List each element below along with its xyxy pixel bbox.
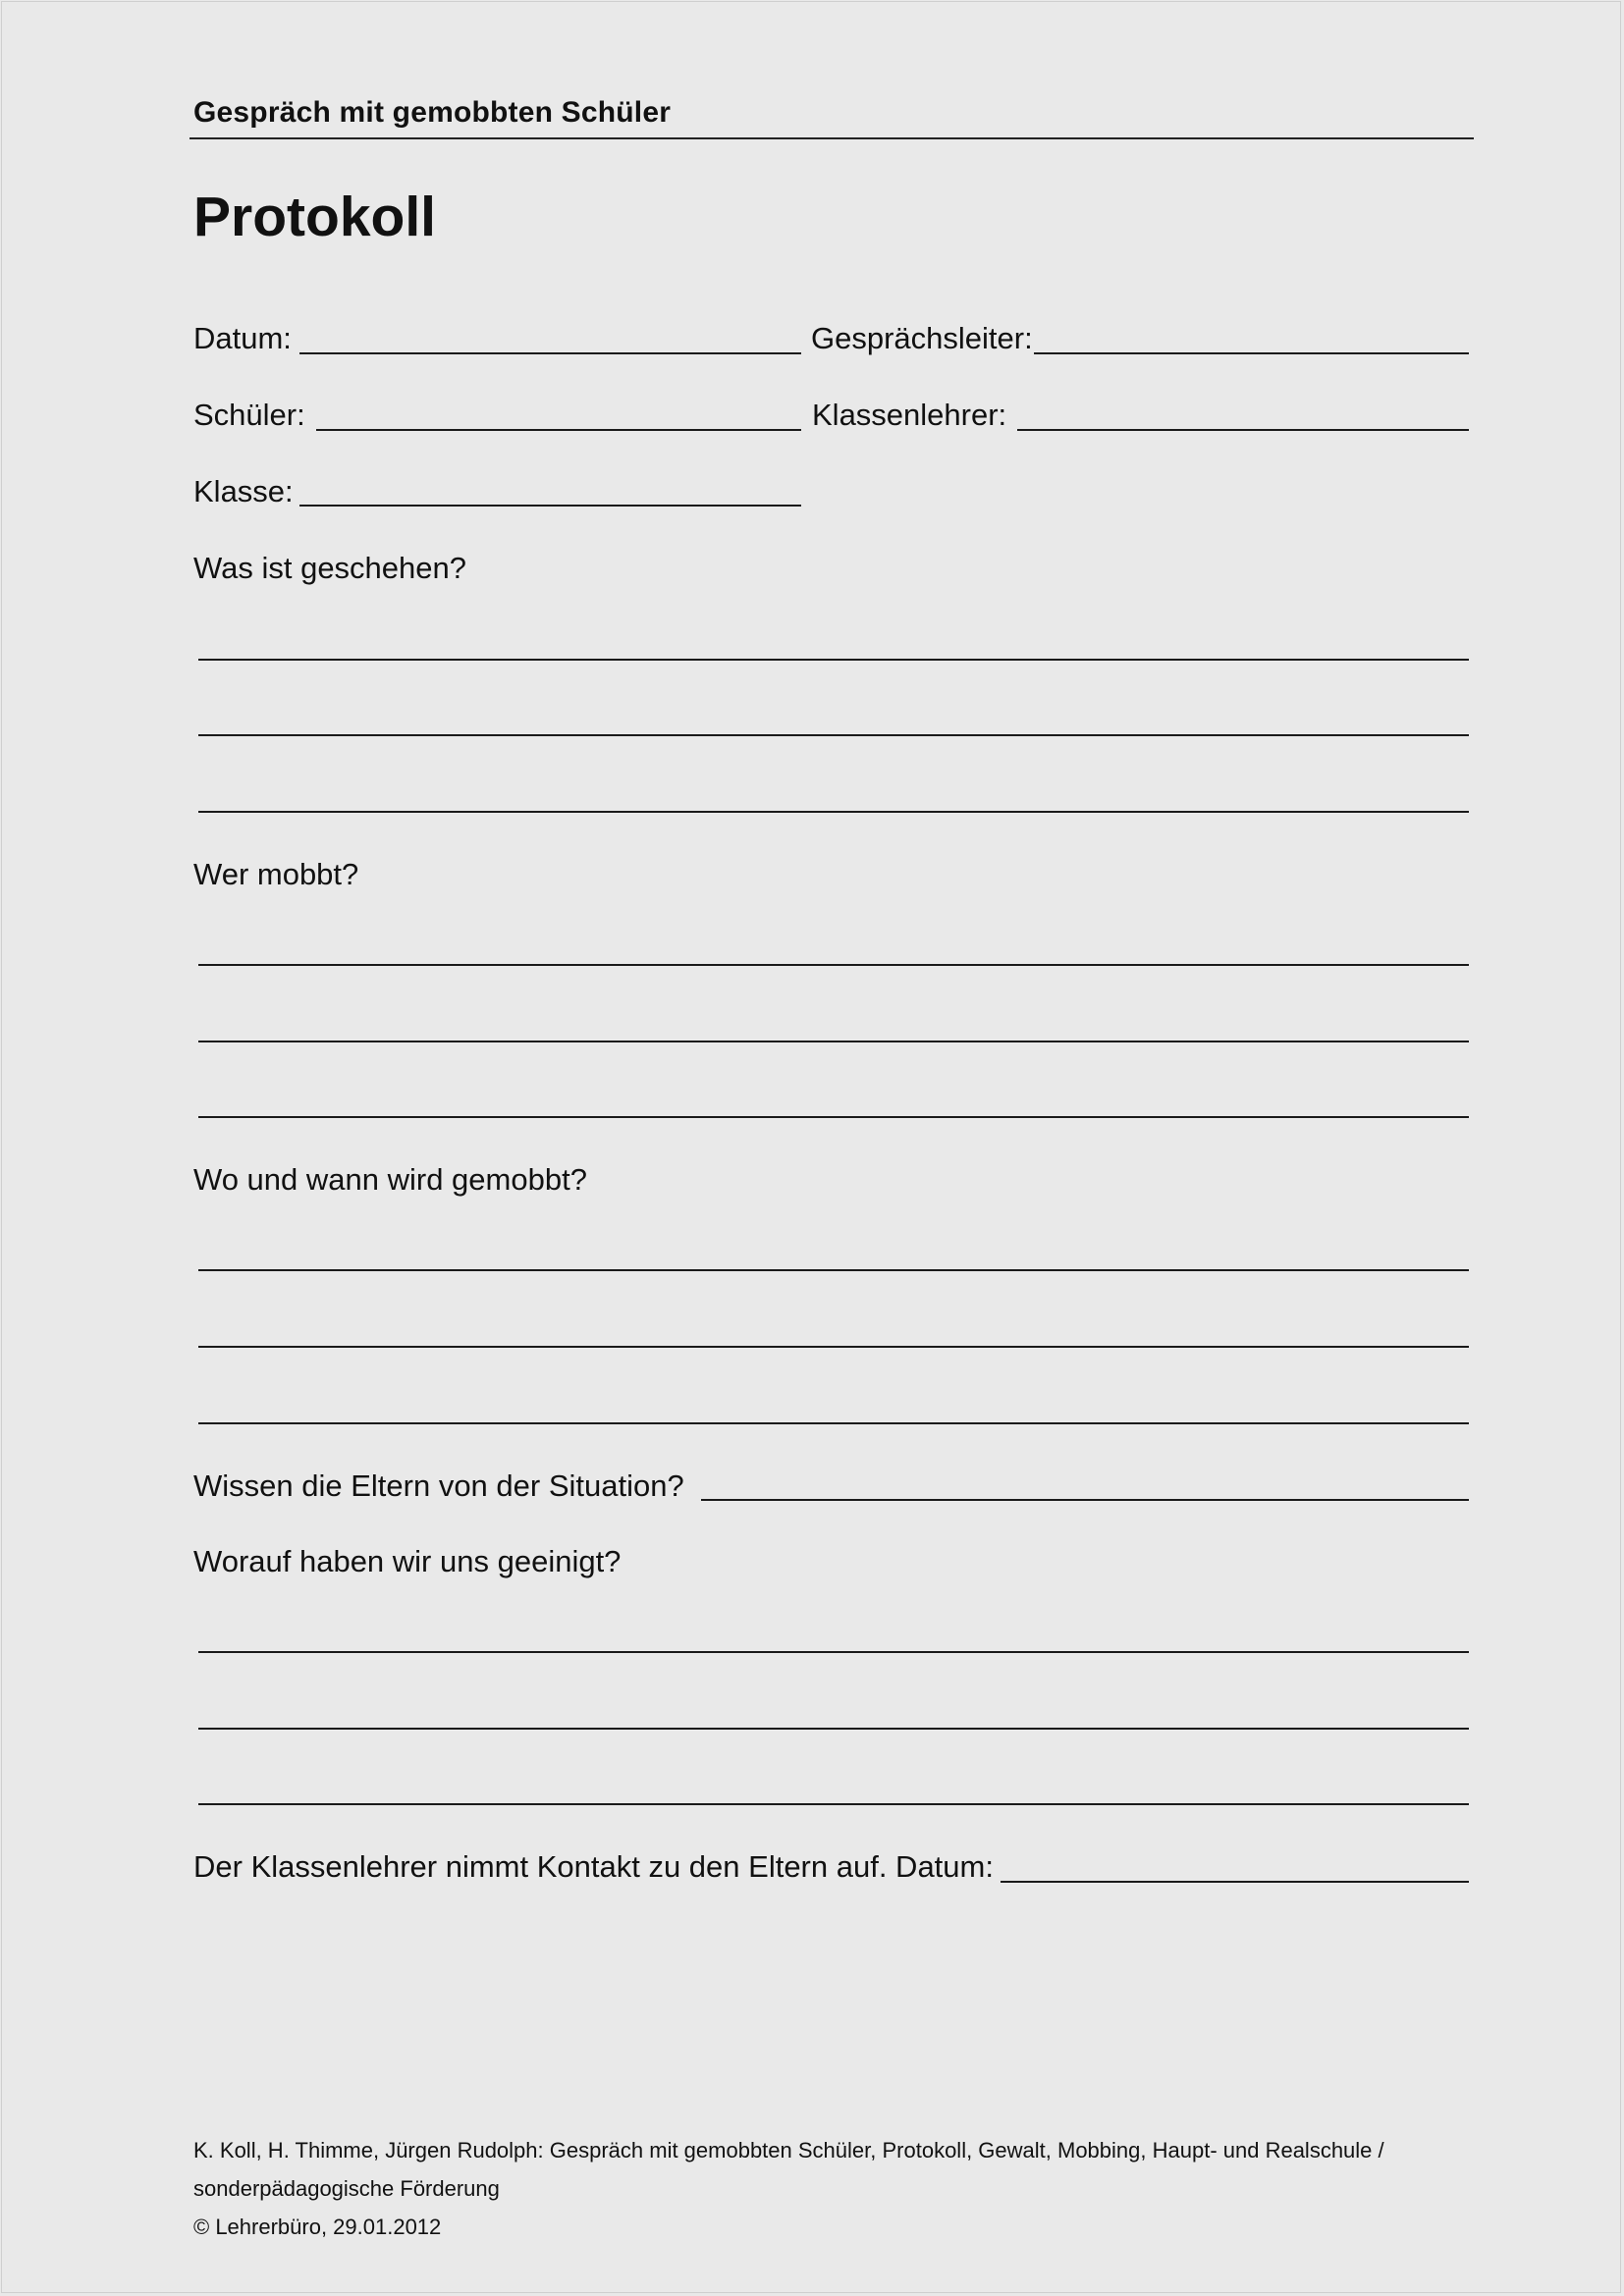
question-wer-mobbt: Wer mobbt?: [193, 857, 359, 891]
question-worauf-geeinigt: Worauf haben wir uns geeinigt?: [193, 1544, 622, 1578]
klassenlehrer-field[interactable]: [1017, 429, 1469, 431]
klassenlehrer-label: Klassenlehrer:: [812, 398, 1007, 432]
datum-field[interactable]: [299, 352, 801, 354]
answer-line[interactable]: [198, 1728, 1469, 1730]
kontakt-datum-field[interactable]: [1001, 1881, 1469, 1883]
question-was-ist-geschehen: Was ist geschehen?: [193, 551, 467, 585]
footer-citation-line1: K. Koll, H. Thimme, Jürgen Rudolph: Gespräch mit gemobbten Schüler, Protokoll, Gewalt, Mobbing, Haupt- und Realschule /: [193, 2138, 1384, 2163]
answer-line[interactable]: [198, 734, 1469, 736]
schueler-field[interactable]: [316, 429, 801, 431]
gespraechsleiter-label: Gesprächsleiter:: [811, 321, 1033, 355]
footer-citation-line2: sonderpädagogische Förderung: [193, 2176, 500, 2201]
answer-line[interactable]: [198, 659, 1469, 661]
question-wo-und-wann: Wo und wann wird gemobbt?: [193, 1162, 587, 1197]
answer-line[interactable]: [198, 1346, 1469, 1348]
header-rule: [189, 137, 1474, 139]
schueler-label: Schüler:: [193, 398, 305, 432]
answer-line[interactable]: [198, 1116, 1469, 1118]
question-kontakt-eltern-datum: Der Klassenlehrer nimmt Kontakt zu den Eltern auf. Datum:: [193, 1849, 994, 1884]
answer-line[interactable]: [198, 1803, 1469, 1805]
klasse-label: Klasse:: [193, 474, 294, 508]
answer-line[interactable]: [198, 1651, 1469, 1653]
header-subject: Gespräch mit gemobbten Schüler: [193, 96, 672, 129]
eltern-answer-field[interactable]: [701, 1499, 1469, 1501]
answer-line[interactable]: [198, 1422, 1469, 1424]
answer-line[interactable]: [198, 1269, 1469, 1271]
datum-label: Datum:: [193, 321, 292, 355]
gespraechsleiter-field[interactable]: [1034, 352, 1469, 354]
page-title: Protokoll: [193, 186, 437, 248]
question-eltern-situation: Wissen die Eltern von der Situation?: [193, 1468, 684, 1503]
footer-copyright: © Lehrerbüro, 29.01.2012: [193, 2215, 442, 2239]
answer-line[interactable]: [198, 811, 1469, 813]
klasse-field[interactable]: [299, 505, 801, 507]
answer-line[interactable]: [198, 964, 1469, 966]
answer-line[interactable]: [198, 1041, 1469, 1042]
